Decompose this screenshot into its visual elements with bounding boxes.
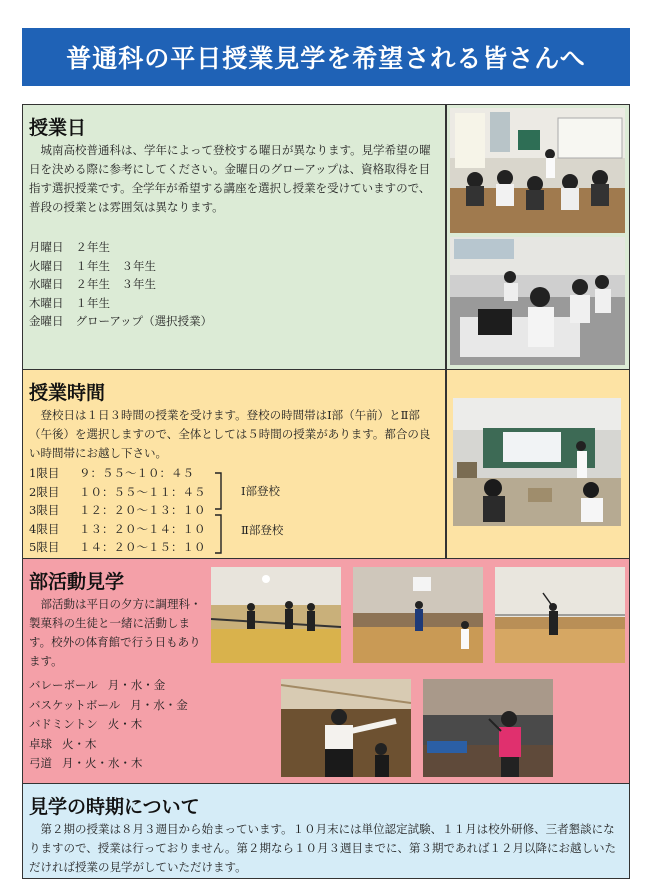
basketball-photo bbox=[353, 567, 483, 663]
period-row bbox=[29, 539, 206, 555]
hours-heading: 授業時間 bbox=[29, 382, 106, 404]
period-time: ９：５５～１０：４５ bbox=[79, 466, 194, 480]
days-divider bbox=[445, 105, 447, 369]
days-section bbox=[22, 104, 630, 370]
schedule-grades: グローアップ（選択授業） bbox=[75, 314, 213, 328]
period-time: １２：２０～１３：１０ bbox=[79, 503, 206, 517]
part1-label: Ⅰ部登校 bbox=[241, 484, 281, 498]
schedule-day: 木曜日 bbox=[29, 295, 64, 310]
schedule-day: 金曜日 bbox=[29, 314, 64, 328]
club-name: バレーボール bbox=[29, 678, 98, 692]
period-row bbox=[29, 502, 206, 518]
clubs-intro: 部活動は平日の夕方に調理科・製菓科の生徒と一緒に活動します。校外の体育館で行う日もあります。 bbox=[29, 597, 202, 668]
schedule-day: 火曜日 bbox=[29, 258, 64, 273]
club-days: 月・水・金 bbox=[107, 678, 166, 692]
period-label: 4限目 bbox=[29, 521, 60, 536]
period-row bbox=[29, 465, 194, 481]
days-intro: 城南高校普通科は、学年によって登校する曜日が異なります。見学希望の曜日を決める際に参考にしてください。金曜日のグローアップは、資格取得を目指す選択授業です。全学年が希望する講座を選択し授業を受けていますので、普段の授業とは雰囲気は異なります。 bbox=[29, 143, 431, 214]
computer-lab-photo bbox=[450, 237, 625, 365]
hours-section bbox=[22, 369, 630, 559]
page-title: 普通科の平日授業見学を希望される皆さんへ bbox=[66, 44, 586, 73]
page-title-banner bbox=[22, 28, 630, 86]
schedule-day: 水曜日 bbox=[29, 277, 64, 291]
club-name: 弓道 bbox=[29, 756, 52, 770]
club-row bbox=[29, 697, 188, 713]
hours-intro: 登校日は１日３時間の授業を受けます。登校の時間帯はⅠ部（午前）とⅡ部（午後）を選択しますので、全体としては５時間の授業があります。都合の良い時間帯にお越し下さい。 bbox=[29, 408, 431, 460]
clubs-section bbox=[22, 558, 630, 784]
period-info-text: 第２期の授業は８月３週目から始まっています。１０月末には単位認定試験、１１月は校外研修、三者懇談になりますので、授業は行っておりません。第２期なら１０月３週目までに、第３期であれば１２月以降にお越しいただければ授業の見学がしていただけます。 bbox=[29, 822, 616, 874]
badminton-photo bbox=[495, 567, 625, 663]
club-row bbox=[29, 736, 97, 752]
period-row bbox=[29, 484, 206, 500]
part2-label: Ⅱ部登校 bbox=[241, 523, 284, 537]
club-row bbox=[29, 716, 142, 732]
period-row bbox=[29, 521, 206, 537]
schedule-row bbox=[29, 258, 156, 274]
period-label: 2限目 bbox=[29, 484, 60, 499]
part-brackets bbox=[213, 471, 233, 556]
period-time: １０：５５～１１：４５ bbox=[79, 484, 206, 499]
kyudo-photo bbox=[281, 679, 411, 777]
schedule-row bbox=[29, 295, 110, 311]
club-days: 火・木 bbox=[107, 717, 143, 731]
club-row bbox=[29, 755, 143, 771]
club-days: 月・水・金 bbox=[130, 697, 188, 712]
period-label: 3限目 bbox=[29, 503, 60, 517]
period-info-heading: 見学の時期について bbox=[29, 796, 200, 818]
schedule-grades: ２年生 bbox=[75, 240, 110, 254]
club-name: バドミントン bbox=[29, 717, 98, 731]
period-time: １３：２０～１４：１０ bbox=[79, 521, 206, 536]
period-time: １４：２０～１５：１０ bbox=[79, 540, 206, 554]
schedule-grades: ２年生 ３年生 bbox=[75, 277, 156, 291]
club-name: バスケットボール bbox=[29, 697, 121, 712]
schedule-day: 月曜日 bbox=[29, 240, 64, 254]
days-heading: 授業日 bbox=[29, 117, 87, 139]
club-name: 卓球 bbox=[29, 736, 52, 751]
clubs-heading: 部活動見学 bbox=[29, 571, 125, 593]
club-days: 火・木 bbox=[62, 736, 97, 751]
period-info-section bbox=[22, 783, 630, 879]
classroom-photo-1 bbox=[450, 108, 625, 233]
volleyball-photo bbox=[211, 567, 341, 663]
schedule-grades: １年生 ３年生 bbox=[75, 258, 156, 273]
club-row bbox=[29, 677, 165, 693]
hours-divider bbox=[445, 370, 447, 558]
period-label: 5限目 bbox=[29, 540, 60, 554]
schedule-grades: １年生 bbox=[75, 295, 110, 310]
lecture-photo bbox=[453, 398, 621, 526]
schedule-row bbox=[29, 239, 110, 255]
schedule-row bbox=[29, 276, 156, 292]
table-tennis-photo bbox=[423, 679, 553, 777]
schedule-row bbox=[29, 313, 212, 329]
period-label: 1限目 bbox=[29, 466, 60, 480]
club-days: 月・火・水・木 bbox=[62, 756, 143, 770]
